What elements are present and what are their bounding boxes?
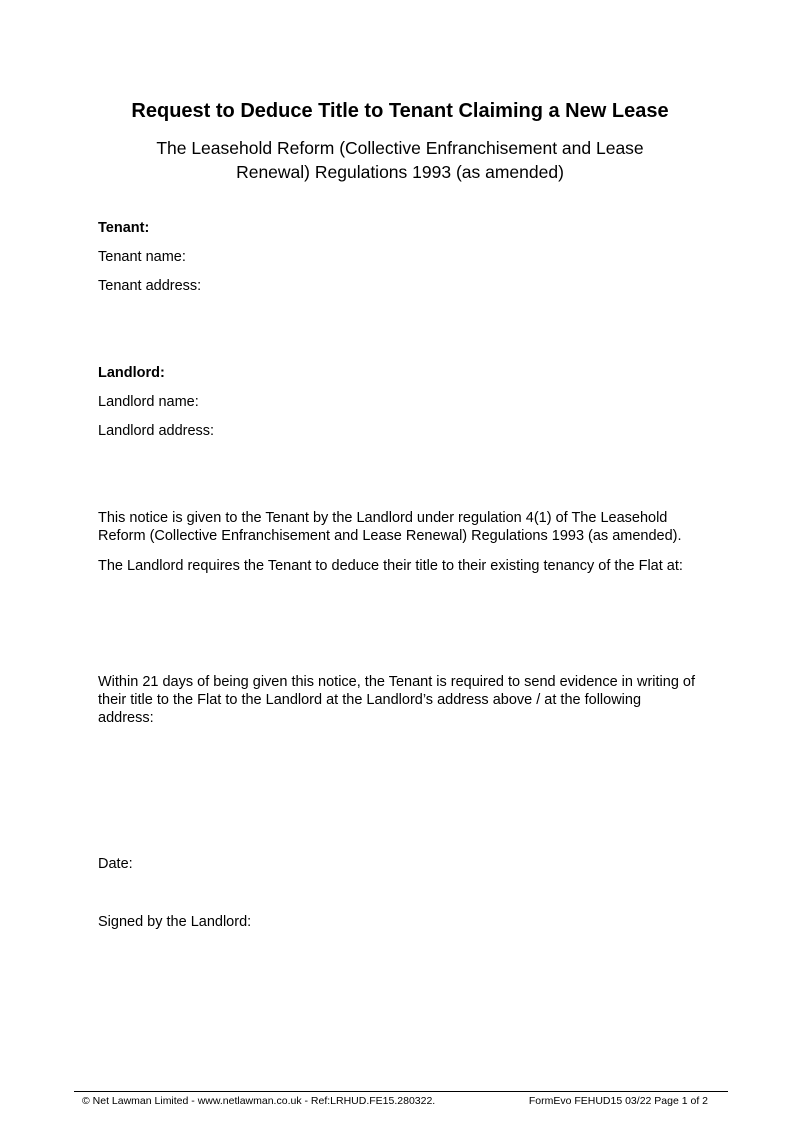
landlord-name-label: Landlord name: [98,394,199,410]
tenant-address-label: Tenant address: [98,278,202,294]
landlord-address-label: Landlord address: [98,423,215,439]
notice-paragraph: This notice is given to the Tenant by the Landlord under regulation 4(1) of The Leasehold Reform (Collective Enfranchisement and Lease Renewal) Regulations 1993 (as amended). [98,510,682,544]
tenant-name-label: Tenant name: [98,249,186,265]
date-label: Date: [98,856,133,872]
evidence-paragraph: Within 21 days of being given this notice, the Tenant is required to send evidence in writing of their title to the Flat to the Landlord at the Landlord’s address above / at the following address: [98,674,696,726]
requirement-paragraph: The Landlord requires the Tenant to deduce their title to their existing tenancy of the Flat at: [98,558,683,574]
footer-divider [74,1091,728,1092]
document-title: Request to Deduce Title to Tenant Claiming a New Lease [131,100,669,122]
signed-label: Signed by the Landlord: [98,914,252,930]
footer-page-info: FormEvo FEHUD15 03/22 Page 1 of 2 [528,1095,708,1107]
landlord-heading: Landlord: [98,365,165,381]
footer-copyright: © Net Lawman Limited - www.netlawman.co.uk - Ref:LRHUD.FE15.280322. [82,1095,436,1107]
document-subtitle: The Leasehold Reform (Collective Enfranchisement and Lease Renewal) Regulations 1993 (as amended) [156,138,644,182]
tenant-heading: Tenant: [98,220,150,236]
